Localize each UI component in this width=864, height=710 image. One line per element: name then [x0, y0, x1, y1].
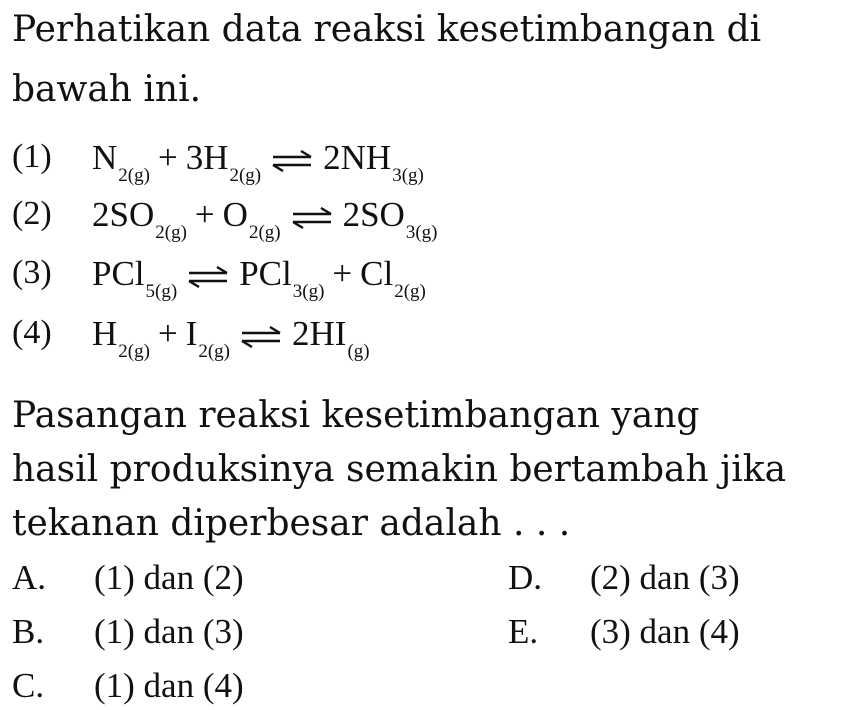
reaction-number: (1) — [12, 138, 52, 175]
option-letter: A. — [12, 558, 47, 597]
chemical-species — [185, 314, 230, 362]
chemical-species — [292, 314, 370, 362]
option-text: (2) dan (3) — [590, 558, 740, 597]
formula: PCl — [239, 254, 292, 293]
chemical-species — [360, 254, 426, 302]
state-subscript: 3(g) — [392, 165, 424, 186]
question-prompt-line-2: hasil produksinya semakin bertambah jika — [12, 449, 787, 490]
chemical-species — [92, 254, 178, 302]
chemical-species — [342, 195, 438, 243]
question-prompt-line-1: Pasangan reaksi kesetimbangan yang — [12, 395, 700, 436]
option-text: (1) dan (2) — [94, 558, 244, 597]
answer-option[interactable] — [12, 668, 244, 703]
coefficient: 2 — [92, 195, 110, 234]
question-intro-line-2: bawah ini. — [12, 69, 202, 110]
chemical-species — [185, 138, 262, 186]
state-subscript: 2(g) — [394, 281, 426, 302]
equilibrium-arrow-icon — [291, 200, 333, 235]
formula: O — [222, 195, 248, 234]
reaction-number: (2) — [12, 195, 52, 232]
option-letter: E. — [508, 612, 539, 651]
option-letter: D. — [508, 558, 543, 597]
option-text: (1) dan (4) — [94, 666, 244, 705]
plus-sign: + — [157, 314, 178, 353]
state-subscript: 3(g) — [292, 281, 325, 302]
reaction-equation — [92, 197, 438, 242]
question-prompt-line-3: tekanan diperbesar adalah . . . — [12, 503, 571, 544]
chemical-species — [323, 138, 424, 186]
reaction-number: (4) — [12, 314, 52, 351]
option-letter: B. — [12, 612, 45, 651]
state-subscript: 2(g) — [118, 341, 150, 362]
reaction-equation — [92, 316, 370, 361]
reaction-number: (3) — [12, 254, 52, 291]
question-intro-line-1: Perhatikan data reaksi kesetimbangan di — [12, 9, 762, 50]
option-text: (1) dan (3) — [94, 612, 244, 651]
state-subscript: 2(g) — [248, 222, 281, 243]
formula: SO — [109, 195, 155, 234]
coefficient: 2 — [342, 195, 361, 234]
equilibrium-arrow-icon — [187, 259, 229, 294]
formula: HI — [309, 314, 347, 353]
coefficient: 2 — [292, 314, 310, 353]
equilibrium-arrow-icon — [271, 143, 313, 178]
formula: I — [185, 314, 198, 353]
chemical-species — [92, 195, 187, 243]
plus-sign: + — [157, 138, 178, 177]
coefficient: 2 — [323, 138, 341, 177]
state-subscript: 2(g) — [229, 165, 262, 186]
reaction-equation — [92, 140, 424, 185]
state-subscript: 2(g) — [118, 165, 150, 186]
option-text: (3) dan (4) — [590, 612, 740, 651]
state-subscript: 2(g) — [198, 341, 230, 362]
formula: N — [92, 138, 118, 177]
formula: Cl — [360, 254, 394, 293]
plus-sign: + — [194, 195, 215, 234]
answer-option[interactable] — [12, 560, 244, 595]
state-subscript: 5(g) — [145, 281, 178, 302]
formula: H — [92, 314, 118, 353]
coefficient: 3 — [185, 138, 204, 177]
formula: H — [203, 138, 229, 177]
chemical-species — [92, 138, 150, 186]
equilibrium-arrow-icon — [240, 319, 282, 354]
answer-option[interactable] — [508, 614, 740, 649]
formula: PCl — [92, 254, 145, 293]
answer-option[interactable] — [508, 560, 740, 595]
option-letter: C. — [12, 666, 45, 705]
chemical-species — [239, 254, 325, 302]
chemical-species — [222, 195, 281, 243]
state-subscript: 3(g) — [405, 222, 438, 243]
formula: NH — [340, 138, 392, 177]
plus-sign: + — [332, 254, 353, 293]
formula: SO — [360, 195, 405, 234]
answer-option[interactable] — [12, 614, 244, 649]
state-subscript: 2(g) — [155, 222, 187, 243]
reaction-equation — [92, 256, 426, 301]
chemical-species — [92, 314, 150, 362]
state-subscript: (g) — [347, 341, 370, 362]
